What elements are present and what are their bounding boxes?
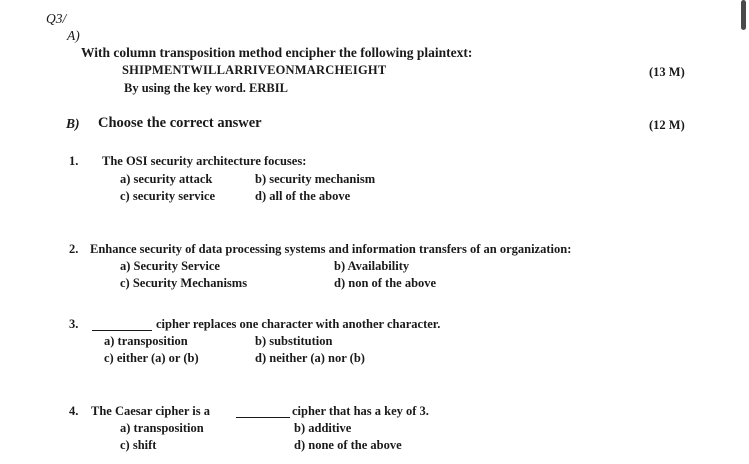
q3-blank (92, 330, 152, 331)
keyword-line: By using the key word. ERBIL (124, 81, 288, 95)
part-b-label: B) (66, 116, 80, 131)
q4-option-b: b) additive (294, 421, 352, 435)
part-a-label: A) (67, 28, 80, 43)
q1-option-b: b) security mechanism (255, 172, 376, 186)
scrollbar-thumb[interactable] (741, 0, 746, 30)
part-a-marks: (13 M) (649, 65, 685, 79)
q4-option-a: a) transposition (120, 421, 204, 435)
q4-number: 4. (69, 404, 79, 418)
q1-stem: The OSI security architecture focuses: (102, 154, 307, 168)
part-b-instruction: Choose the correct answer (98, 115, 262, 131)
part-b-marks: (12 M) (649, 118, 685, 132)
question-number: Q3/ (46, 11, 67, 26)
q2-option-d: d) non of the above (334, 276, 437, 290)
q4-stem-pre: The Caesar cipher is a (91, 404, 210, 418)
q3-option-c: c) either (a) or (b) (104, 351, 199, 365)
q3-number: 3. (69, 317, 79, 331)
q4-option-d: d) none of the above (294, 438, 402, 452)
q2-option-c: c) Security Mechanisms (120, 276, 248, 290)
q2-option-a: a) Security Service (120, 259, 220, 273)
q1-number: 1. (69, 154, 79, 168)
q2-stem: Enhance security of data processing systems and information transfers of an organization: (90, 242, 572, 256)
q1-option-c: c) security service (120, 189, 216, 203)
part-a-instruction: With column transposition method encipher the following plaintext: (81, 45, 473, 60)
q4-blank (236, 417, 290, 418)
q1-option-d: d) all of the above (255, 189, 351, 203)
q3-option-a: a) transposition (104, 334, 188, 348)
q4-stem-post: cipher that has a key of 3. (292, 404, 429, 418)
q2-number: 2. (69, 242, 79, 256)
q4-option-c: c) shift (120, 438, 157, 452)
q1-option-a: a) security attack (120, 172, 213, 186)
q3-option-b: b) substitution (255, 334, 333, 348)
q3-stem: cipher replaces one character with another character. (156, 317, 441, 331)
q2-option-b: b) Availability (334, 259, 410, 273)
plaintext: SHIPMENTWILLARRIVEONMARCHEIGHT (122, 63, 387, 77)
q3-option-d: d) neither (a) nor (b) (255, 351, 365, 365)
